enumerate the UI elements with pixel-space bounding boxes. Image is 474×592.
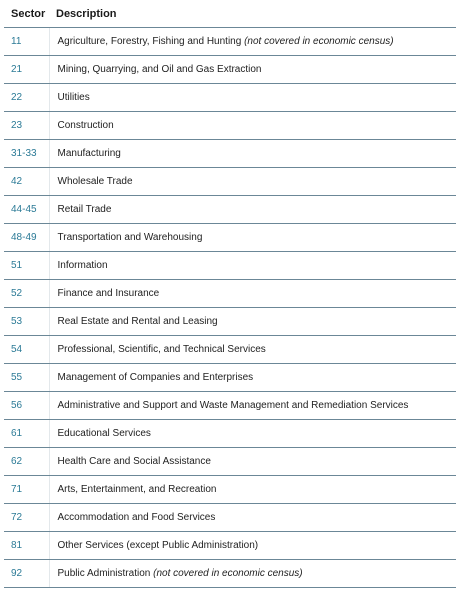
table-body <box>4 28 456 588</box>
sector-code-link[interactable]: 42 <box>4 168 49 196</box>
table-row <box>4 560 456 588</box>
sector-description: Retail Trade <box>57 204 112 215</box>
sector-description-cell <box>49 336 456 364</box>
sector-code-link[interactable]: 51 <box>4 252 49 280</box>
sector-description: Public Administration <box>57 568 151 579</box>
sector-code-link[interactable]: 21 <box>4 56 49 84</box>
sector-description-cell <box>49 504 456 532</box>
sector-description-cell <box>49 112 456 140</box>
table-row <box>4 420 456 448</box>
sector-description-cell <box>49 84 456 112</box>
sector-description: Health Care and Social Assistance <box>57 456 211 467</box>
sector-code-link[interactable]: 61 <box>4 420 49 448</box>
sector-description: Utilities <box>57 92 90 103</box>
sector-description: Real Estate and Rental and Leasing <box>57 316 218 327</box>
table-row <box>4 448 456 476</box>
table-row <box>4 112 456 140</box>
sector-code-link[interactable]: 54 <box>4 336 49 364</box>
sector-code-link[interactable]: 22 <box>4 84 49 112</box>
table-row <box>4 28 456 56</box>
sector-description-cell <box>49 224 456 252</box>
sector-description: Educational Services <box>57 428 151 439</box>
sector-code-link[interactable]: 55 <box>4 364 49 392</box>
sector-code-link[interactable]: 71 <box>4 476 49 504</box>
table-row <box>4 504 456 532</box>
sector-description: Finance and Insurance <box>57 288 160 299</box>
sector-description: Other Services (except Public Administration) <box>57 540 259 551</box>
naics-sector-table-container <box>4 0 456 588</box>
table-row <box>4 532 456 560</box>
sector-description-cell <box>49 168 456 196</box>
table-row <box>4 140 456 168</box>
sector-description-cell <box>49 392 456 420</box>
census-coverage-note: (not covered in economic census) <box>153 568 303 579</box>
table-row <box>4 84 456 112</box>
sector-code-link[interactable]: 48-49 <box>4 224 49 252</box>
sector-description: Professional, Scientific, and Technical Services <box>57 344 266 355</box>
table-row <box>4 252 456 280</box>
column-header-description: Description <box>49 0 456 28</box>
column-header-sector: Sector <box>4 0 49 28</box>
table-header-row <box>4 0 456 28</box>
sector-description-cell <box>49 252 456 280</box>
table-row <box>4 476 456 504</box>
sector-code-link[interactable]: 62 <box>4 448 49 476</box>
sector-code-link[interactable]: 56 <box>4 392 49 420</box>
sector-description-cell <box>49 364 456 392</box>
sector-description-cell <box>49 476 456 504</box>
sector-description: Arts, Entertainment, and Recreation <box>57 484 217 495</box>
table-row <box>4 224 456 252</box>
sector-description-cell <box>49 308 456 336</box>
table-row <box>4 364 456 392</box>
sector-code-link[interactable]: 23 <box>4 112 49 140</box>
sector-description: Agriculture, Forestry, Fishing and Hunting <box>57 36 242 47</box>
naics-sector-table <box>4 0 456 588</box>
census-coverage-note: (not covered in economic census) <box>244 36 394 47</box>
sector-description: Management of Companies and Enterprises <box>57 372 254 383</box>
sector-description-cell <box>49 56 456 84</box>
table-row <box>4 392 456 420</box>
sector-description-cell <box>49 532 456 560</box>
sector-code-link[interactable]: 81 <box>4 532 49 560</box>
sector-description: Mining, Quarrying, and Oil and Gas Extraction <box>57 64 262 75</box>
sector-description-cell <box>49 196 456 224</box>
sector-code-link[interactable]: 53 <box>4 308 49 336</box>
table-row <box>4 196 456 224</box>
table-row <box>4 336 456 364</box>
sector-code-link[interactable]: 92 <box>4 560 49 588</box>
sector-description-cell <box>49 420 456 448</box>
sector-description: Administrative and Support and Waste Management and Remediation Services <box>57 400 409 411</box>
sector-code-link[interactable]: 31-33 <box>4 140 49 168</box>
table-row <box>4 308 456 336</box>
table-row <box>4 168 456 196</box>
sector-description: Construction <box>57 120 114 131</box>
sector-description-cell <box>49 28 456 56</box>
sector-code-link[interactable]: 44-45 <box>4 196 49 224</box>
sector-description-cell <box>49 280 456 308</box>
sector-code-link[interactable]: 11 <box>4 28 49 56</box>
sector-description: Manufacturing <box>57 148 121 159</box>
sector-description: Information <box>57 260 108 271</box>
sector-description-cell <box>49 448 456 476</box>
sector-description: Wholesale Trade <box>57 176 133 187</box>
table-row <box>4 280 456 308</box>
sector-description: Transportation and Warehousing <box>57 232 203 243</box>
sector-code-link[interactable]: 72 <box>4 504 49 532</box>
sector-description-cell <box>49 140 456 168</box>
sector-description: Accommodation and Food Services <box>57 512 216 523</box>
table-row <box>4 56 456 84</box>
sector-code-link[interactable]: 52 <box>4 280 49 308</box>
sector-description-cell <box>49 560 456 588</box>
